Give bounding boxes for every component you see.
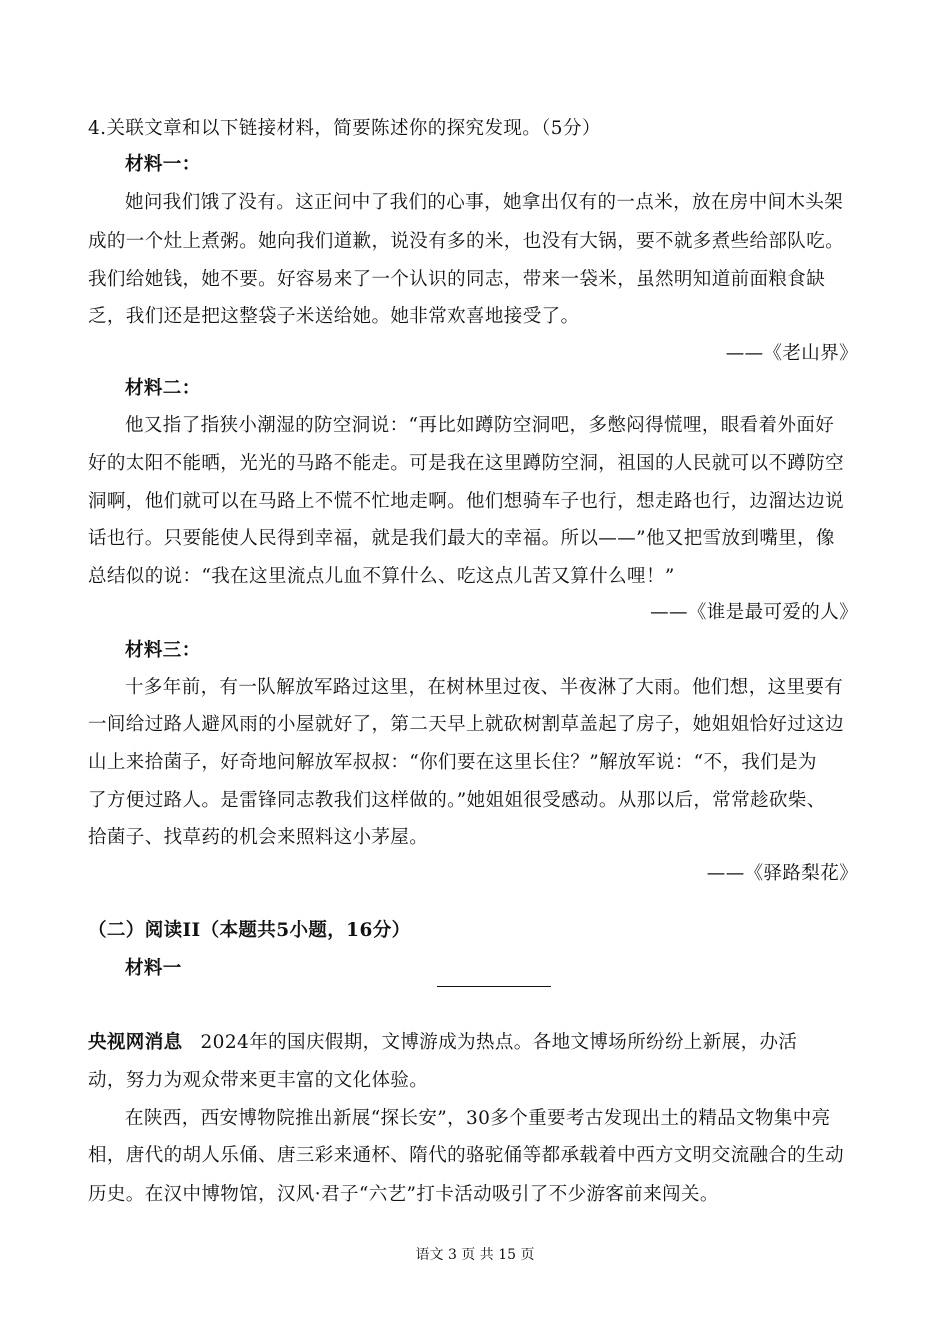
material-1-heading: 材料一：: [125, 154, 201, 175]
section-2-material-heading: 材料一: [125, 958, 182, 979]
news-dateline: 央视网消息: [88, 1032, 183, 1053]
title-blank-line: [437, 986, 551, 987]
material-2-source: ——《谁是最可爱的人》: [650, 602, 858, 623]
material-1-line: 成的一个灶上煮粥。她向我们道歉，说没有多的米，也没有大锅，要不就多煮些给部队吃。: [88, 231, 845, 252]
material-1-source: ——《老山界》: [725, 343, 858, 364]
material-3-line: 一间给过路人避风雨的小屋就好了，第二天早上就砍树割草盖起了房子，她姐姐恰好过这边: [88, 714, 845, 735]
news-line: 在陕西，西安博物院推出新展“探长安”，30多个重要考古发现出土的精品文物集中亮: [125, 1108, 831, 1129]
material-2-line: 总结似的说：“我在这里流点儿血不算什么、吃这点儿苦又算什么哩！”: [88, 566, 675, 587]
material-3-heading: 材料三：: [125, 640, 201, 661]
material-1-line: 乏，我们还是把这整袋子米送给她。她非常欢喜地接受了。: [88, 306, 580, 327]
news-line: 2024年的国庆假期，文博游成为热点。各地文博场所纷纷上新展，办活: [200, 1032, 798, 1053]
news-line: 历史。在汉中博物馆，汉风·君子“六艺”打卡活动吸引了不少游客前来闯关。: [88, 1184, 719, 1205]
material-1-line: 她问我们饿了没有。这正问中了我们的心事，她拿出仅有的一点米，放在房中间木头架: [125, 192, 844, 213]
material-2-line: 话也行。只要能使人民得到幸福，就是我们最大的幸福。所以——”他又把雪放到嘴里，像: [88, 528, 835, 549]
news-line: 动，努力为观众带来更丰富的文化体验。: [88, 1070, 429, 1091]
material-3-line: 山上来拾菌子，好奇地问解放军叔叔：“你们要在这里长住？”解放军说：“不，我们是为: [88, 752, 817, 773]
page-footer: 语文 3 页 共 15 页: [415, 1247, 535, 1263]
section-2-title: （二）阅读II（本题共5小题，16分）: [88, 920, 411, 941]
material-3-source: ——《驿路梨花》: [706, 863, 858, 884]
news-line: 相，唐代的胡人乐俑、唐三彩来通杯、隋代的骆驼俑等都承载着中西方文明交流融合的生动: [88, 1145, 845, 1166]
material-3-line: 了方便过路人。是雷锋同志教我们这样做的。”她姐姐很受感动。从那以后，常常趁砍柴、: [88, 790, 826, 811]
material-3-line: 拾菌子、找草药的机会来照料这小茅屋。: [88, 827, 429, 848]
material-3-line: 十多年前，有一队解放军路过这里，在树林里过夜、半夜淋了大雨。他们想，这里要有: [125, 677, 844, 698]
material-2-line: 洞啊，他们就可以在马路上不慌不忙地走啊。他们想骑车子也行，想走路也行，边溜达边说: [88, 491, 845, 512]
material-2-line: 好的太阳不能晒，光光的马路不能走。可是我在这里蹲防空洞，祖国的人民就可以不蹲防空: [88, 453, 845, 474]
news-first-line: [88, 1030, 858, 1056]
material-2-heading: 材料二：: [125, 378, 201, 399]
material-1-line: 我们给她钱，她不要。好容易来了一个认识的同志，带来一袋米，虽然明知道前面粮食缺: [88, 269, 826, 290]
question-4-prompt: 4.关联文章和以下链接材料，简要陈述你的探究发现。（5分）: [88, 118, 601, 139]
material-2-line: 他又指了指狭小潮湿的防空洞说：“再比如蹲防空洞吧，多憋闷得慌哩，眼看着外面好: [125, 415, 835, 436]
